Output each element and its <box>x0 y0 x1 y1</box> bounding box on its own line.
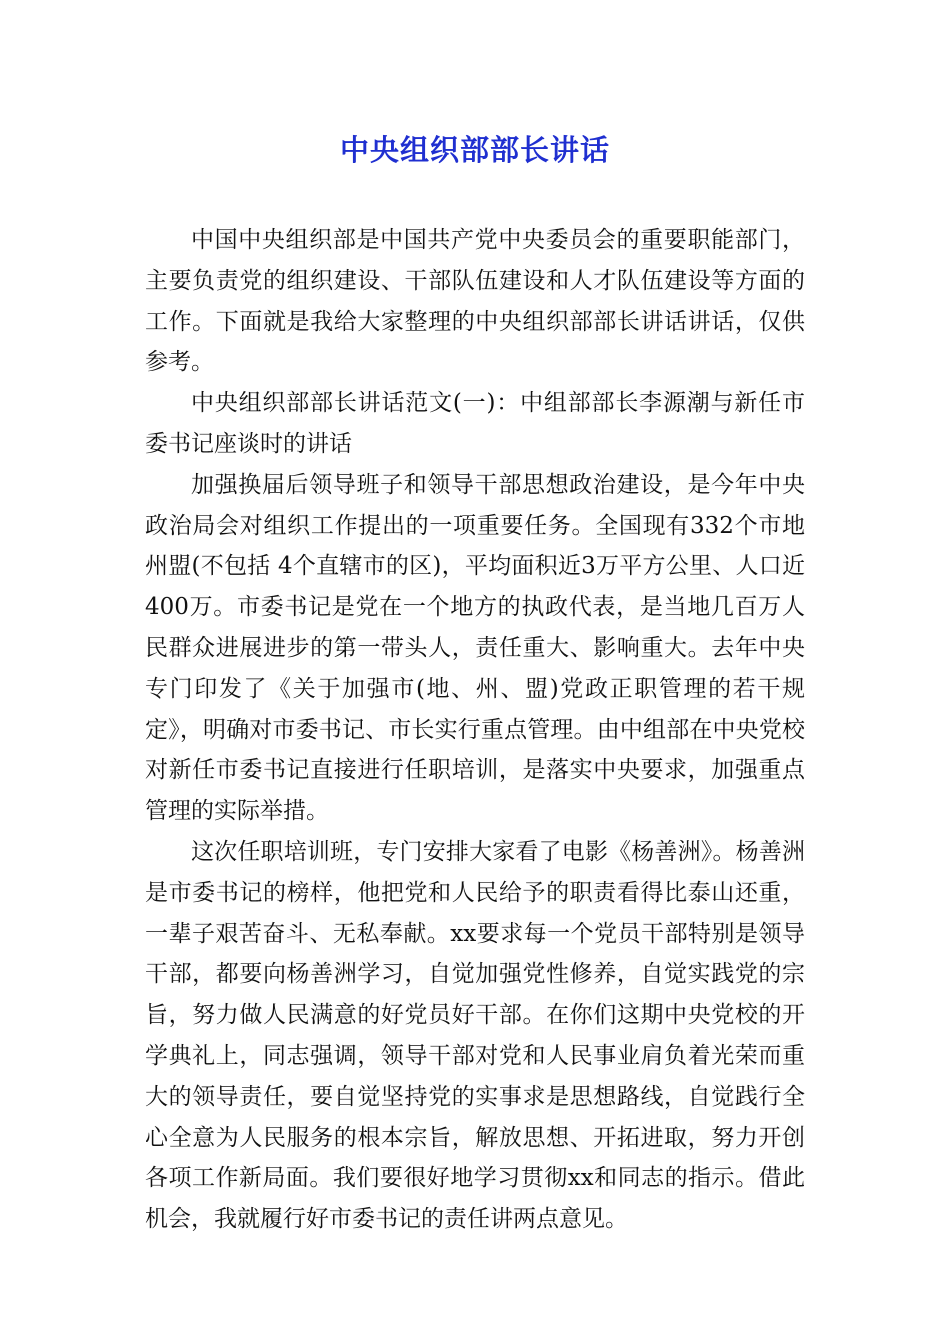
paragraph-training: 这次任职培训班，专门安排大家看了电影《杨善洲》。杨善洲是市委书记的榜样，他把党和人民给予的职责看得比泰山还重，一辈子艰苦奋斗、无私奉献。xx要求每一个党员干部特别是领导干部，都要向杨善洲学习，自觉加强党性修养，自觉实践党的宗旨，努力做人民满意的好党员好干部。在你们这期中央党校的开学典礼上，同志强调，领导干部对党和人民事业肩负着光荣而重大的领导责任，要自觉坚持党的实事求是思想路线，自觉践行全心全意为人民服务的根本宗旨，解放思想、开拓进取，努力开创各项工作新局面。我们要很好地学习贯彻xx和同志的指示。借此机会，我就履行好市委书记的责任讲两点意见。 <box>145 838 805 1233</box>
document-body <box>145 220 805 1240</box>
document-title: 中央组织部部长讲话 <box>339 133 610 167</box>
paragraph-main: 加强换届后领导班子和领导干部思想政治建设，是今年中央政治局会对组织工作提出的一项重要任务。全国现有332个市地州盟(不包括 4个直辖市的区)，平均面积近3万平方公里、人口近400万。市委书记是党在一个地方的执政代表，是当地几百万人民群众进展进步的第一带头人，责任重大、影响重大。去年中央专门印发了《关于加强市(地、州、盟)党政正职管理的若干规定》，明确对市委书记、市长实行重点管理。由中组部在中央党校对新任市委书记直接进行任职培训，是落实中央要求，加强重点管理的实际举措。 <box>145 471 805 825</box>
paragraph-section-heading: 中央组织部部长讲话范文(一)：中组部部长李源潮与新任市委书记座谈时的讲话 <box>145 390 805 457</box>
paragraph-intro: 中国中央组织部是中国共产党中央委员会的重要职能部门，主要负责党的组织建设、干部队伍建设和人才队伍建设等方面的工作。下面就是我给大家整理的中央组织部部长讲话讲话，仅供参考。 <box>145 227 805 376</box>
